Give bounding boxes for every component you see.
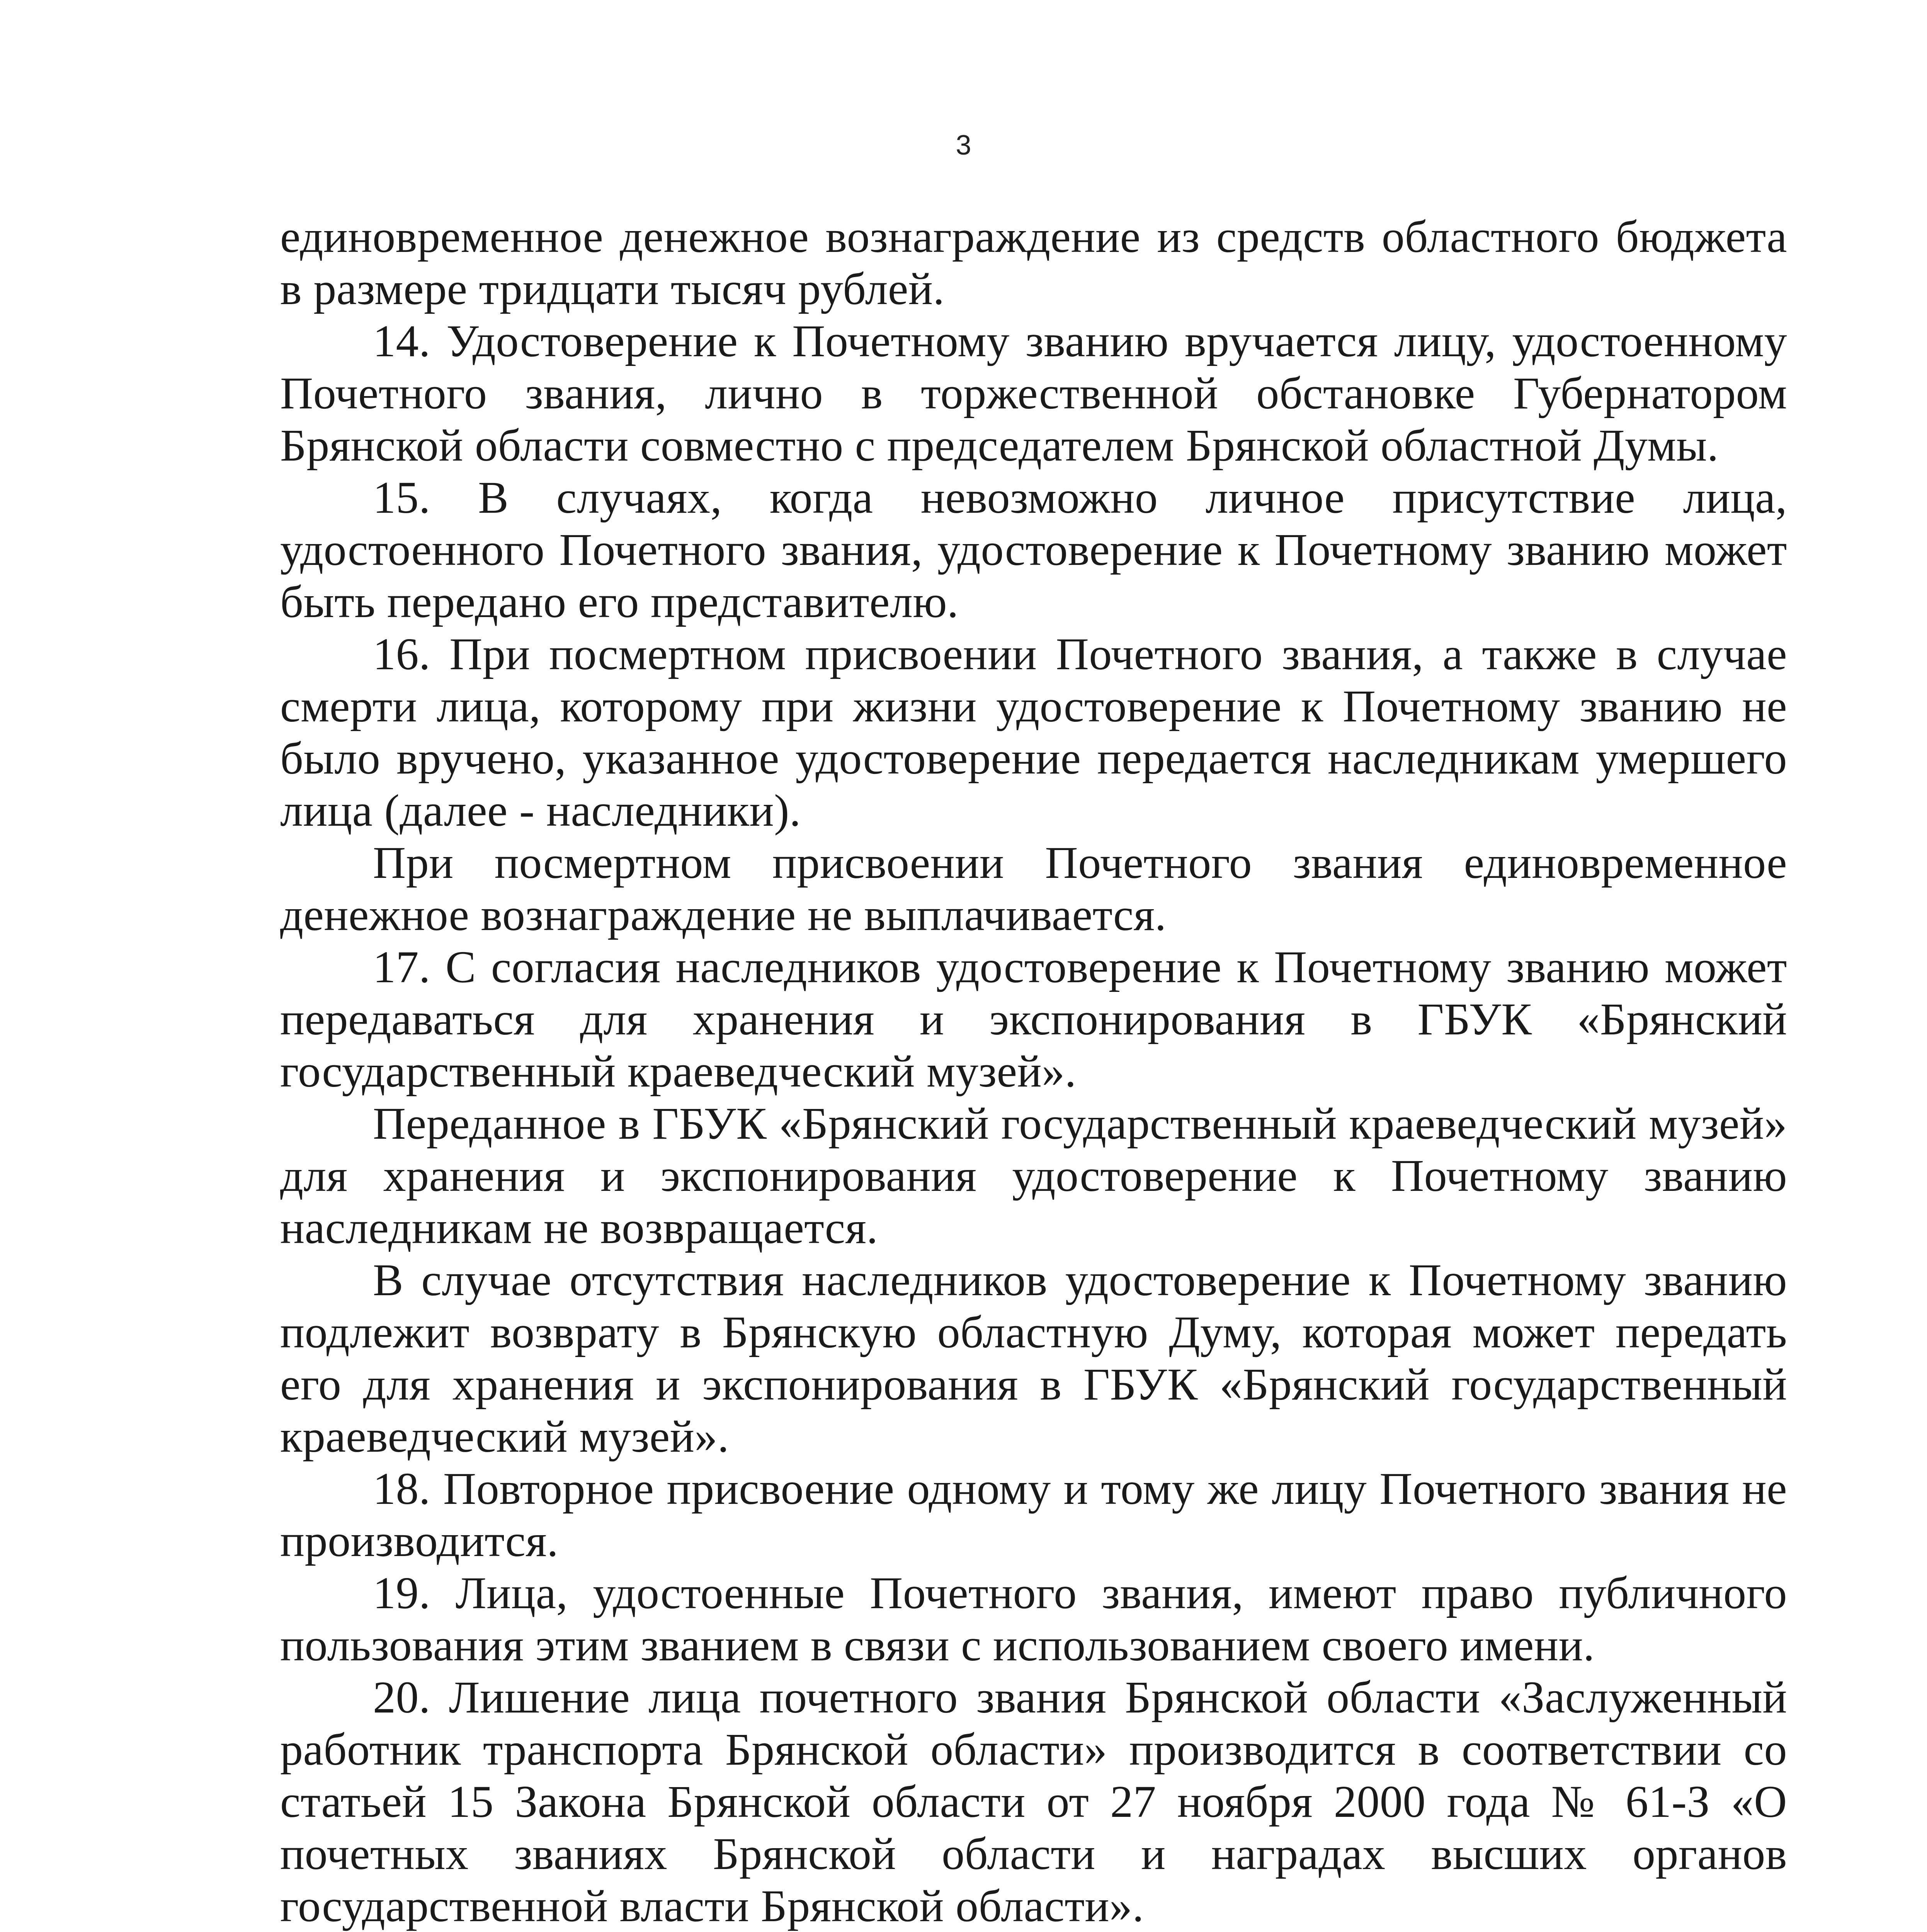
page-number: 3: [956, 130, 971, 161]
paragraph-18: 18. Повторное присвоение одному и тому же лицу Почетного звания не производится.: [280, 1463, 1787, 1566]
paragraph-17: 17. С согласия наследников удостоверение к Почетному званию может передаваться для хранения и экспонирования в ГБУК «Брянский государственный краеведческий музей».: [280, 942, 1787, 1097]
document-body: [280, 211, 1787, 1932]
paragraph-20: 20. Лишение лица почетного звания Брянской области «Заслуженный работник транспорта Брянской области» производится в соответствии со статьей 15 Закона Брянской области от 27 ноября 2000 года № 61-З «О почетных званиях Брянской области и наградах высших органов государственной власти Брянской области».: [280, 1672, 1787, 1931]
paragraph-14: 14. Удостоверение к Почетному званию вручается лицу, удостоенному Почетного звания, лично в торжественной обстановке Губернатором Брянской области совместно с председателем Брянской областной Думы.: [280, 316, 1787, 471]
paragraph-17-no-heirs: В случае отсутствия наследников удостоверение к Почетному званию подлежит возврату в Брянскую областную Думу, которая может передать его для хранения и экспонирования в ГБУК «Брянский государственный краеведческий музей».: [280, 1255, 1787, 1462]
paragraph-17-transferred: Переданное в ГБУК «Брянский государственный краеведческий музей» для хранения и экспонирования удостоверение к Почетному званию наследникам не возвращается.: [280, 1098, 1787, 1253]
paragraph-15: 15. В случаях, когда невозможно личное присутствие лица, удостоенного Почетного звания, удостоверение к Почетному званию может быть передано его представителю.: [280, 472, 1787, 627]
paragraph-16-posthumous: При посмертном присвоении Почетного звания единовременное денежное вознаграждение не выплачивается.: [280, 837, 1787, 940]
paragraph-19: 19. Лица, удостоенные Почетного звания, имеют право публичного пользования этим званием в связи с использованием своего имени.: [280, 1568, 1787, 1670]
paragraph-16: 16. При посмертном присвоении Почетного звания, а также в случае смерти лица, которому при жизни удостоверение к Почетному званию не было вручено, указанное удостоверение передается наследникам умершего лица (далее - наследники).: [280, 629, 1787, 836]
paragraph-continuation: единовременное денежное вознаграждение из средств областного бюджета в размере тридцати тысяч рублей.: [280, 211, 1787, 314]
